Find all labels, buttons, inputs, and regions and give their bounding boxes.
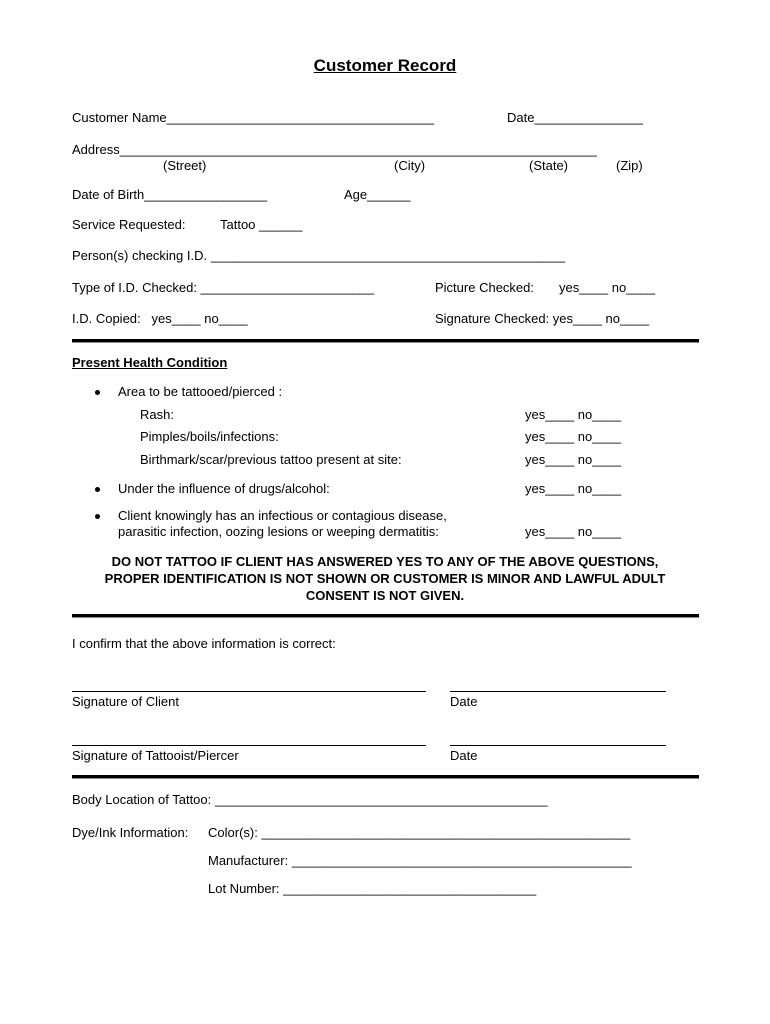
birthmark-label: Birthmark/scar/previous tattoo present at site:	[140, 452, 402, 467]
bullet	[95, 487, 100, 492]
client-signature-line[interactable]	[72, 691, 426, 692]
id-copied-field[interactable]: I.D. Copied: yes____ no____	[72, 311, 248, 326]
warning-line-3: CONSENT IS NOT GIVEN.	[305, 588, 465, 603]
tattooist-signature-line[interactable]	[72, 745, 426, 746]
bullet	[95, 390, 100, 395]
pimples-yes-no[interactable]: yes____ no____	[525, 429, 622, 444]
section-divider	[72, 339, 699, 343]
manufacturer-field[interactable]: Manufacturer: _______________________________________________	[208, 853, 632, 868]
signature-checked-field[interactable]: Signature Checked: yes____ no____	[435, 311, 649, 326]
influence-yes-no[interactable]: yes____ no____	[525, 481, 622, 496]
street-label: (Street)	[163, 158, 207, 173]
zip-label: (Zip)	[616, 158, 643, 173]
lot-number-field[interactable]: Lot Number: ___________________________________	[208, 881, 537, 896]
picture-checked-yes-no[interactable]: yes____ no____	[559, 280, 656, 295]
picture-checked-label: Picture Checked:	[435, 280, 534, 295]
influence-label: Under the influence of drugs/alcohol:	[118, 481, 330, 496]
infectious-line-2: parasitic infection, oozing lesions or weeping dermatitis:	[118, 524, 439, 539]
health-heading: Present Health Condition	[72, 355, 228, 370]
warning-line-2: PROPER IDENTIFICATION IS NOT SHOWN OR CUSTOMER IS MINOR AND LAWFUL ADULT	[104, 571, 666, 586]
signature-client-label: Signature of Client	[72, 694, 179, 709]
section-divider	[72, 614, 699, 618]
state-label: (State)	[529, 158, 569, 173]
date-label: Date	[450, 694, 478, 709]
date-of-birth-field[interactable]: Date of Birth_________________	[72, 187, 268, 202]
infectious-line-1: Client knowingly has an infectious or contagious disease,	[118, 508, 447, 523]
tattooist-date-line[interactable]	[450, 745, 666, 746]
section-divider	[72, 775, 699, 779]
page-title: Customer Record	[313, 56, 457, 75]
confirmation-statement: I confirm that the above information is correct:	[72, 636, 336, 651]
city-label: (City)	[394, 158, 426, 173]
pimples-label: Pimples/boils/infections:	[140, 429, 279, 444]
signature-tattooist-label: Signature of Tattooist/Piercer	[72, 748, 239, 763]
body-location-field[interactable]: Body Location of Tattoo: ______________________________________________	[72, 792, 548, 807]
type-of-id-field[interactable]: Type of I.D. Checked: ________________________	[72, 280, 375, 295]
area-item: Area to be tattooed/pierced :	[118, 384, 283, 399]
rash-yes-no[interactable]: yes____ no____	[525, 407, 622, 422]
date-label: Date	[450, 748, 478, 763]
address-field[interactable]: Address__________________________________________________________________	[72, 142, 597, 157]
dye-ink-label: Dye/Ink Information:	[72, 825, 189, 840]
client-date-line[interactable]	[450, 691, 666, 692]
service-requested-label: Service Requested:	[72, 217, 186, 232]
warning-line-1: DO NOT TATTOO IF CLIENT HAS ANSWERED YES TO ANY OF THE ABOVE QUESTIONS,	[111, 554, 659, 569]
rash-label: Rash:	[140, 407, 174, 422]
tattoo-field[interactable]: Tattoo ______	[220, 217, 303, 232]
customer-name-field[interactable]: Customer Name_____________________________________	[72, 110, 435, 125]
bullet	[95, 514, 100, 519]
date-field[interactable]: Date_______________	[507, 110, 643, 125]
age-field[interactable]: Age______	[344, 187, 411, 202]
colors-field[interactable]: Color(s): ___________________________________________________	[208, 825, 631, 840]
infectious-yes-no[interactable]: yes____ no____	[525, 524, 622, 539]
birthmark-yes-no[interactable]: yes____ no____	[525, 452, 622, 467]
persons-checking-id-field[interactable]: Person(s) checking I.D. _________________________________________________	[72, 248, 565, 263]
